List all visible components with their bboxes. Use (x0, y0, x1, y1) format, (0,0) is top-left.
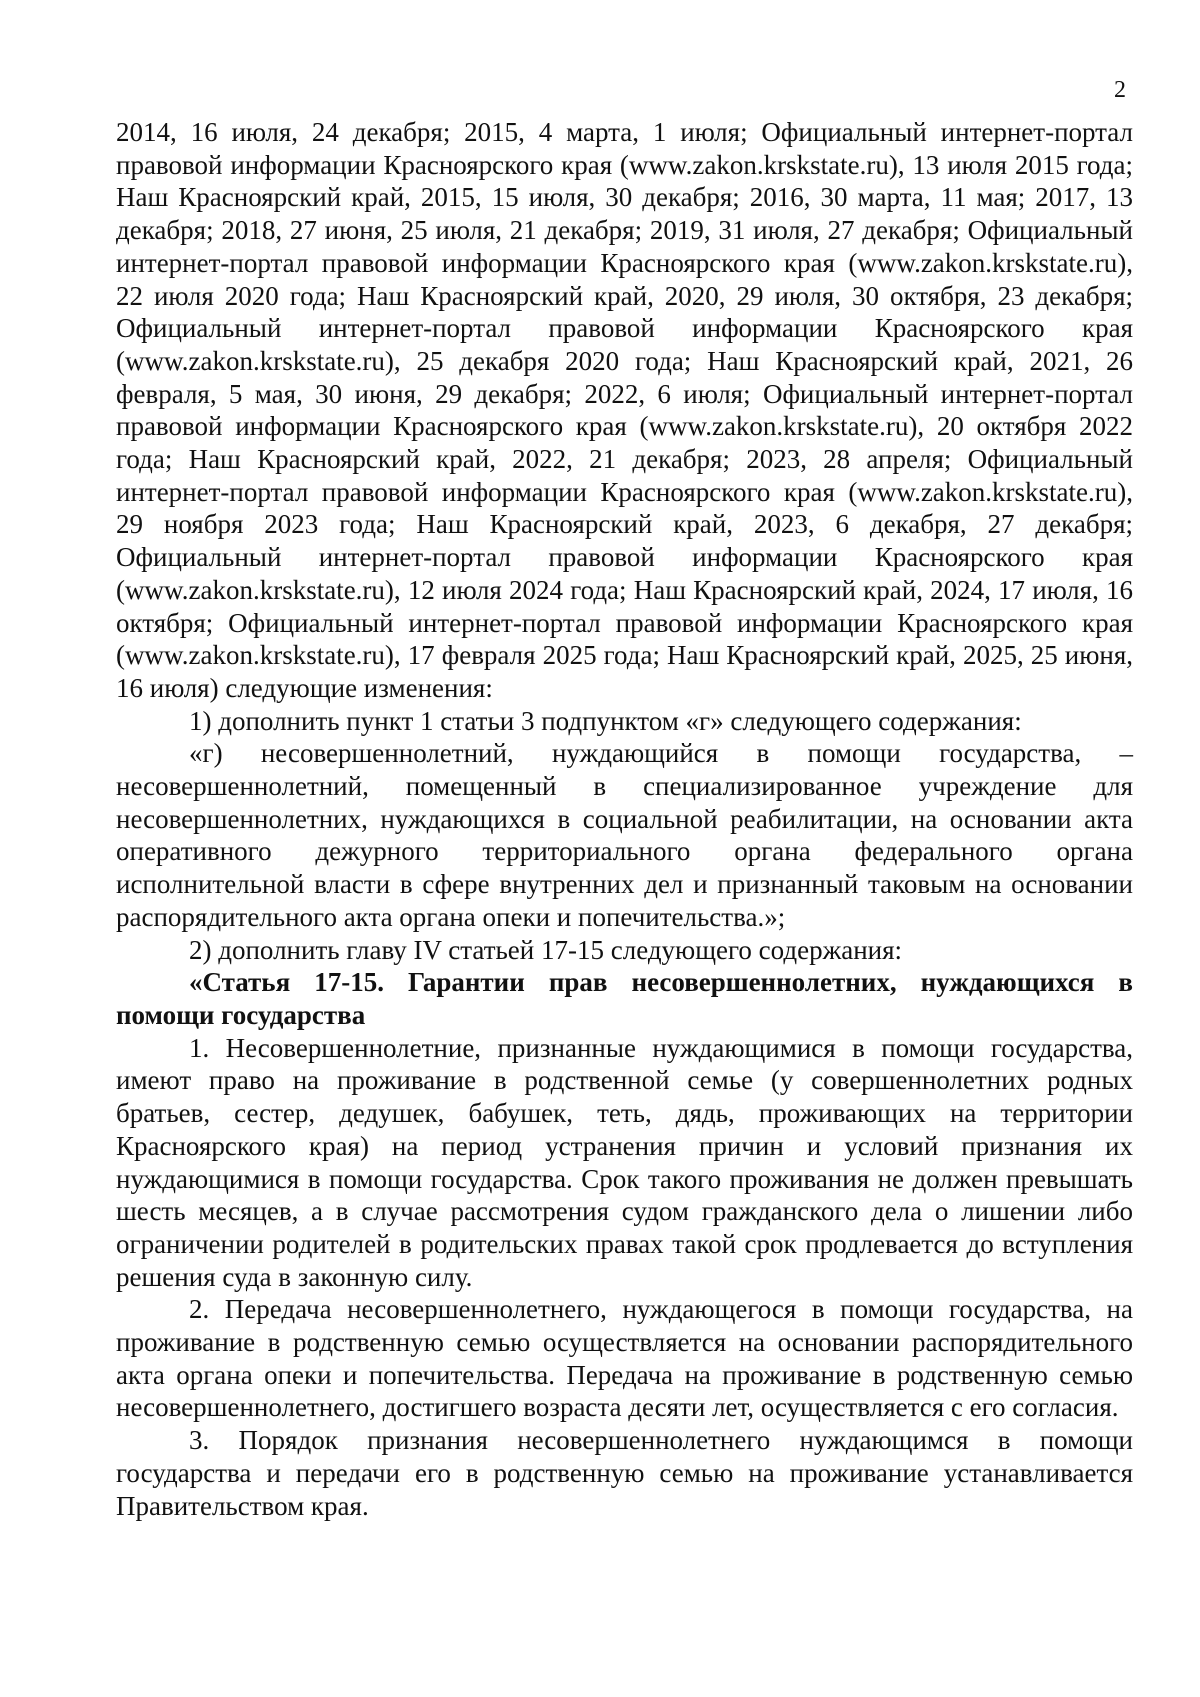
article-clause-2: 2. Передача несовершеннолетнего, нуждающегося в помощи государства, на проживание в родственную семью осуществляется на основании распорядительного акта органа опеки и попечительства. Передача на проживание в родственную семью несовершеннолетнего, достигшего возраста десяти лет, осуществляется с его согласия. (116, 1294, 1133, 1423)
article-clause-3: 3. Порядок признания несовершеннолетнего нуждающимся в помощи государства и передачи его в родственную семью на проживание устанавливается Правительством края. (116, 1425, 1133, 1521)
page-number: 2 (1114, 77, 1126, 103)
article-heading: «Статья 17-15. Гарантии прав несовершеннолетних, нуждающихся в помощи государства (116, 967, 1133, 1030)
amendment-item-2: 2) дополнить главу IV статьей 17-15 следующего содержания: (189, 934, 903, 965)
article-clause-1: 1. Несовершеннолетние, признанные нуждающимися в помощи государства, имеют право на проживание в родственной семье (у совершеннолетних родных братьев, сестер, дедушек, бабушек, теть, дядь, проживающих на территории Красноярского края) на период устранения причин и условий признания их нуждающимися в помощи государства. Срок такого проживания не должен превышать шесть месяцев, а в случае рассмотрения судом гражданского дела о лишении либо ограничении родителей в родительских правах такой срок продлевается до вступления решения суда в законную силу. (116, 1032, 1133, 1292)
document-body (116, 116, 1133, 1522)
amendment-sources-paragraph: 2014, 16 июля, 24 декабря; 2015, 4 марта, 1 июля; Официальный интернет-портал правовой информации Красноярского края (www.zakon.krskstate.ru), 13 июля 2015 года; Наш Красноярский край, 2015, 15 июля, 30 декабря; 2016, 30 марта, 11 мая; 2017, 13 декабря; 2018, 27 июня, 25 июля, 21 декабря; 2019, 31 июля, 27 декабря; Официальный интернет-портал правовой информации Красноярского края (www.zakon.krskstate.ru), 22 июля 2020 года; Наш Красноярский край, 2020, 29 июля, 30 октября, 23 декабря; Официальный интернет-портал правовой информации Красноярского края (www.zakon.krskstate.ru), 25 декабря 2020 года; Наш Красноярский край, 2021, 26 февраля, 5 мая, 30 июня, 29 декабря; 2022, 6 июля; Официальный интернет-портал правовой информации Красноярского края (www.zakon.krskstate.ru), 20 октября 2022 года; Наш Красноярский край, 2022, 21 декабря; 2023, 28 апреля; Официальный интернет-портал правовой информации Красноярского края (www.zakon.krskstate.ru), 29 ноября 2023 года; Наш Красноярский край, 2023, 6 декабря, 27 декабря; Официальный интернет-портал правовой информации Красноярского края (www.zakon.krskstate.ru), 12 июля 2024 года; Наш Красноярский край, 2024, 17 июля, 16 октября; Официальный интернет-портал правовой информации Красноярского края (www.zakon.krskstate.ru), 17 февраля 2025 года; Наш Красноярский край, 2025, 25 июня, 16 июля) следующие изменения: (116, 117, 1133, 703)
amendment-item-1: 1) дополнить пункт 1 статьи 3 подпунктом «г» следующего содержания: (189, 705, 1022, 736)
subparagraph-g-text: «г) несовершеннолетний, нуждающийся в помощи государства, – несовершеннолетний, помещенный в специализированное учреждение для несовершеннолетних, нуждающихся в социальной реабилитации, на основании акта оперативного дежурного территориального органа федерального органа исполнительной власти в сфере внутренних дел и признанный таковым на основании распорядительного акта органа опеки и попечительства.»; (116, 738, 1133, 932)
